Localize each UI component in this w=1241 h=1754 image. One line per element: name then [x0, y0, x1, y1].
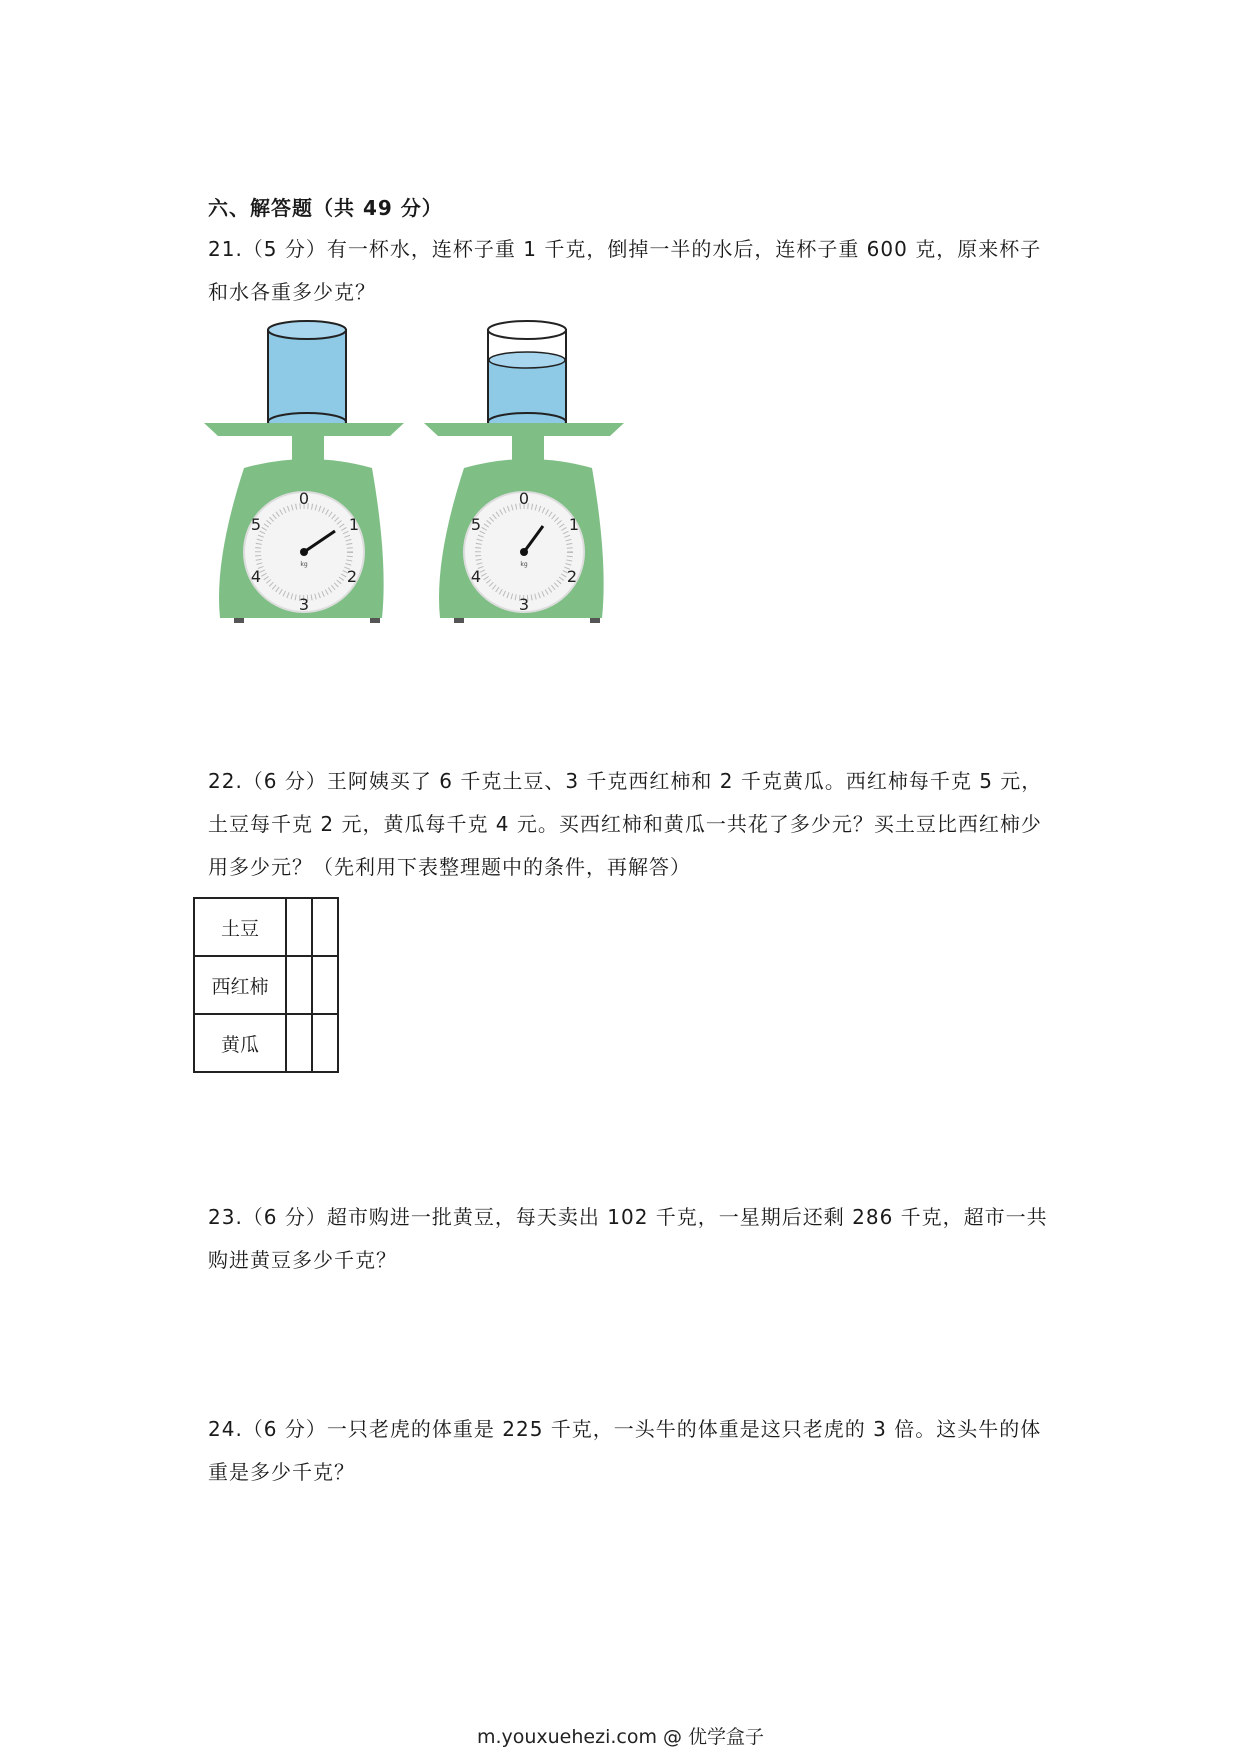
dial-label-1: 1 — [348, 515, 360, 534]
table-cell — [286, 956, 312, 1014]
question-23: 23.（6 分）超市购进一批黄豆，每天卖出 102 千克，一星期后还剩 286 千克，超市一共购进黄豆多少千克？ — [208, 1205, 1048, 1272]
svg-text:3: 3 — [518, 595, 530, 614]
dial-label-5: 5 — [250, 515, 262, 534]
svg-text:4: 4 — [470, 567, 482, 586]
table-cell — [286, 898, 312, 956]
svg-text:5: 5 — [470, 515, 482, 534]
table-cell — [286, 1014, 312, 1072]
full-cup — [268, 330, 346, 422]
table-cell — [312, 898, 338, 956]
table-row — [194, 956, 338, 1014]
footer-source: m.youxuehezi.com @ 优学盒子 — [476, 1726, 765, 1748]
svg-text:2: 2 — [566, 567, 578, 586]
table-cell — [312, 1014, 338, 1072]
section-title: 六、解答题（共 49 分） — [208, 196, 443, 220]
scale-half-cup — [424, 321, 624, 623]
table-row — [194, 1014, 338, 1072]
svg-text:0: 0 — [518, 489, 530, 508]
scales-figure — [204, 320, 644, 630]
dial-label-2: 2 — [346, 567, 358, 586]
condition-table — [193, 897, 339, 1073]
dial-label-0: 0 — [298, 489, 310, 508]
dial-label-3: 3 — [298, 595, 310, 614]
svg-text:kg: kg — [520, 561, 528, 568]
table-cell — [312, 956, 338, 1014]
question-21: 21.（5 分）有一杯水，连杯子重 1 千克，倒掉一半的水后，连杯子重 600 克，原来杯子和水各重多少克？ — [208, 237, 1042, 304]
question-24: 24.（6 分）一只老虎的体重是 225 千克，一头牛的体重是这只老虎的 3 倍。这头牛的体重是多少千克？ — [208, 1417, 1042, 1484]
table-row — [194, 898, 338, 956]
scale-full-cup — [204, 321, 404, 623]
question-22: 22.（6 分）王阿姨买了 6 千克土豆、3 千克西红柿和 2 千克黄瓜。西红柿每千克 5 元，土豆每千克 2 元，黄瓜每千克 4 元。买西红柿和黄瓜一共花了多少元？买土豆比西红柿少用多少元？（先利用下表整理题中的条件，再解答） — [208, 769, 1043, 879]
table-row-label: 西红柿 — [194, 956, 286, 1014]
table-row-label: 黄瓜 — [194, 1014, 286, 1072]
dial-label-4: 4 — [250, 567, 262, 586]
svg-text:1: 1 — [568, 515, 580, 534]
dial-unit: kg — [300, 561, 308, 568]
table-row-label: 土豆 — [194, 898, 286, 956]
